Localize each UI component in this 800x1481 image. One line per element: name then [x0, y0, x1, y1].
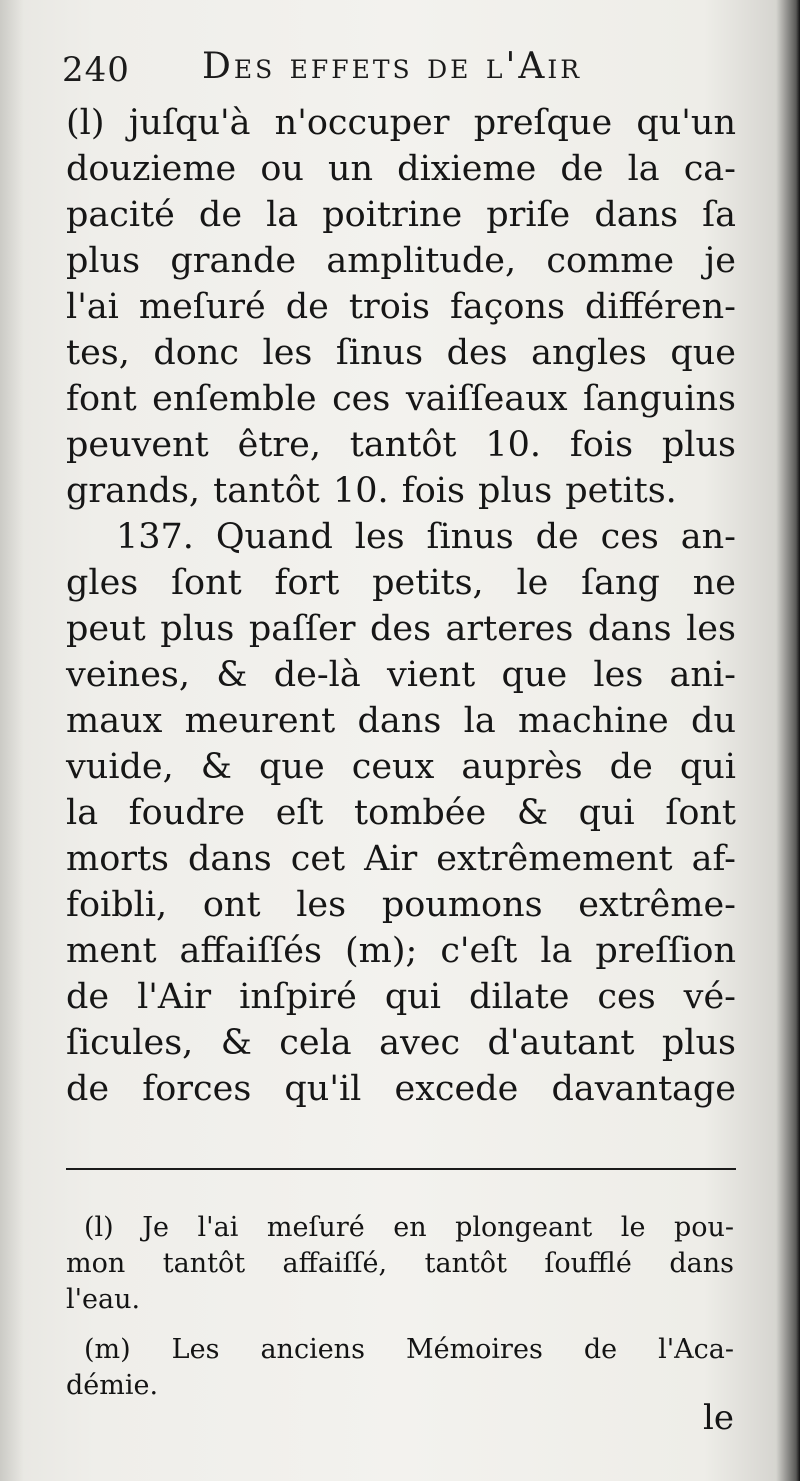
- text-line: l'ai meſuré de trois façons différen-: [66, 287, 736, 327]
- text-line: la foudre eſt tombée & qui ſont: [66, 793, 736, 833]
- text-line: foibli, ont les poumons extrême-: [66, 885, 736, 925]
- text-line: de forces qu'il excede davantage: [66, 1069, 736, 1109]
- footnote-m-line: (m) Les anciens Mémoires de l'Aca-: [84, 1334, 734, 1365]
- footnote-l-line: l'eau.: [66, 1284, 141, 1315]
- footnote-l-line: (l) Je l'ai meſuré en plongeant le pou-: [84, 1212, 734, 1243]
- gutter-shadow: [0, 0, 24, 1481]
- text-line: veines, & de-là vient que les ani-: [66, 655, 736, 695]
- text-line: maux meurent dans la machine du: [66, 701, 736, 741]
- page-number: 240: [62, 50, 130, 90]
- footnote-l-line: mon tantôt affaiſſé, tantôt ſoufflé dans: [66, 1248, 734, 1279]
- text-line: pacité de la poitrine priſe dans ſa: [66, 195, 736, 235]
- text-line: plus grande amplitude, comme je: [66, 241, 736, 281]
- text-line: gles ſont fort petits, le ſang ne: [66, 563, 736, 603]
- text-line: peut plus paſſer des arteres dans les: [66, 609, 736, 649]
- footnote-m-line: démie.: [66, 1370, 159, 1401]
- text-line: grands, tantôt 10. fois plus petits.: [66, 471, 677, 511]
- paragraph-start-line: 137. Quand les ſinus de ces an-: [116, 517, 736, 557]
- catchword: le: [703, 1398, 734, 1438]
- text-line: tes, donc les ſinus des angles que: [66, 333, 736, 373]
- footnotes: [66, 1210, 734, 1404]
- text-line: (l) juſqu'à n'occuper preſque qu'un: [66, 103, 736, 143]
- main-text: [66, 100, 736, 1112]
- running-title: Des effets de l'Air: [202, 46, 583, 87]
- text-line: peuvent être, tantôt 10. fois plus: [66, 425, 736, 465]
- text-line: morts dans cet Air extrêmement af-: [66, 839, 736, 879]
- text-line: ment affaiſſés (m); c'eſt la preſſion: [66, 931, 736, 971]
- text-line: de l'Air inſpiré qui dilate ces vé-: [66, 977, 736, 1017]
- text-line: douzieme ou un dixieme de la ca-: [66, 149, 736, 189]
- text-line: vuide, & que ceux auprès de qui: [66, 747, 736, 787]
- page-header: [62, 40, 742, 100]
- text-line: font enſemble ces vaiſſeaux ſanguins: [66, 379, 736, 419]
- text-line: ſicules, & cela avec d'autant plus: [66, 1023, 736, 1063]
- footnote-divider: [66, 1168, 736, 1170]
